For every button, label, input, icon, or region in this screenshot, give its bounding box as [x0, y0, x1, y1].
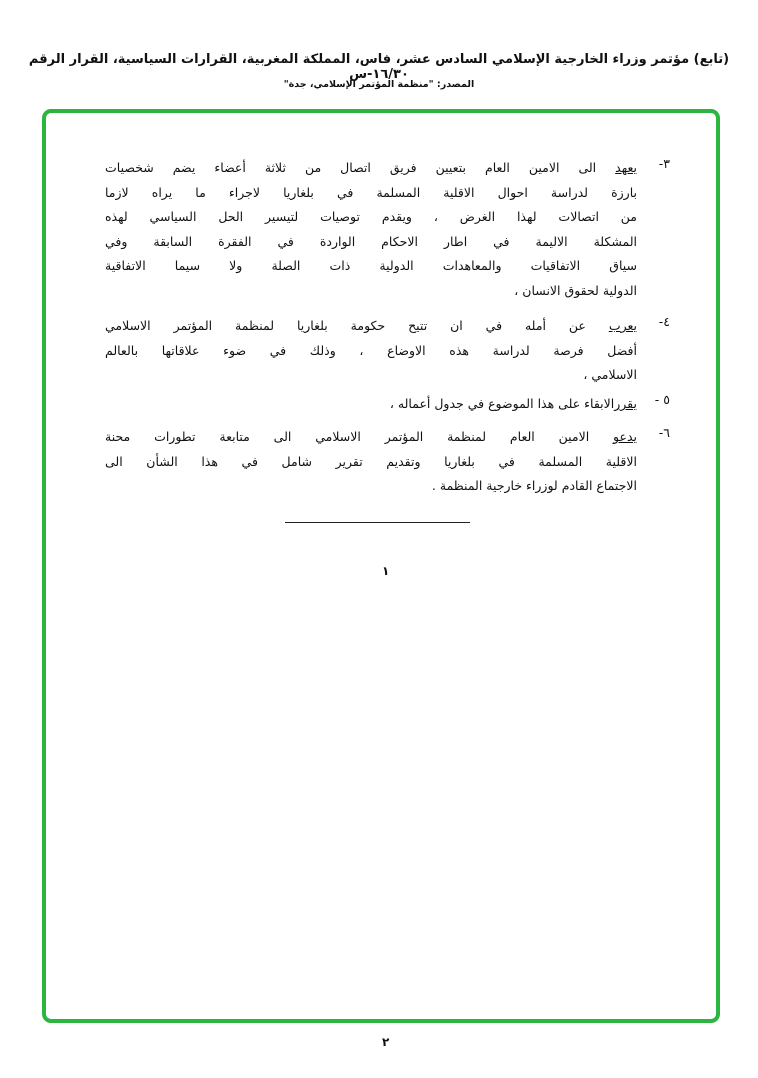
document-source: المصدر: "منظمة المؤتمر الإسلامي، جدة"	[283, 79, 475, 90]
item-number: ٤-	[658, 314, 670, 329]
item-keyword: يعهد	[615, 160, 637, 175]
line: المشكلة الاليمة في اطار الاحكام الواردة في الفقرة السابقة وفي	[105, 233, 637, 249]
line: الاسلامي ،	[583, 367, 637, 382]
resolution-item-6	[105, 425, 637, 499]
line: الدولية لحقوق الانسان ،	[514, 282, 637, 298]
document-title: (تابع) مؤتمر وزراء الخارجية الإسلامي السادس عشر، فاس، المملكة المغربية، القرارات السياسية، القرار الرقم ١٦/٣٠-س	[28, 52, 730, 82]
resolution-item-5	[105, 392, 637, 417]
line: سياق الاتفاقيات والمعاهدات الدولية ذات الصلة ولا سيما الاتفاقية	[105, 258, 637, 273]
item-keyword: يدعو	[613, 429, 637, 444]
separator-line	[285, 522, 470, 523]
line: من اتصالات لهذا الغرض ، ويقدم توصيات لتيسير الحل السياسي لهذه	[105, 209, 637, 224]
line: الى الامين العام بتعيين فريق اتصال من ثلاثة أعضاء يضم شخصيات	[105, 160, 616, 175]
line: عن أمله في ان تتيح حكومة بلغاريا لمنظمة المؤتمر الاسلامي	[105, 318, 609, 333]
item-keyword: يقرر	[614, 396, 637, 411]
resolution-item-3	[105, 156, 637, 303]
line: الامين العام لمنظمة المؤتمر الاسلامي الى متابعة تطورات محنة	[105, 429, 614, 444]
line: أفضل فرصة لدراسة هذه الاوضاع ، وذلك في ضوء علاقاتها بالعالم	[105, 342, 637, 358]
page-number: ٢	[382, 1035, 390, 1049]
resolution-item-4	[105, 314, 637, 388]
line: الاجتماع القادم لوزراء خارجية المنظمة .	[431, 478, 637, 493]
item-keyword: يعرب	[608, 318, 637, 333]
item-number: ٦-	[658, 425, 670, 440]
line: الابقاء على هذا الموضوع في جدول أعماله ،	[389, 396, 615, 411]
line: الاقلية المسلمة في بلغاريا وتقديم تقرير شامل في هذا الشأن الى	[105, 453, 637, 469]
item-number: ٥ -	[654, 392, 670, 407]
inner-page-number: ١	[382, 564, 390, 578]
item-number: ٣-	[658, 156, 670, 171]
line: بارزة لدراسة احوال الاقلية المسلمة في بلغاريا لاجراء ما يراه لازما	[105, 184, 637, 200]
